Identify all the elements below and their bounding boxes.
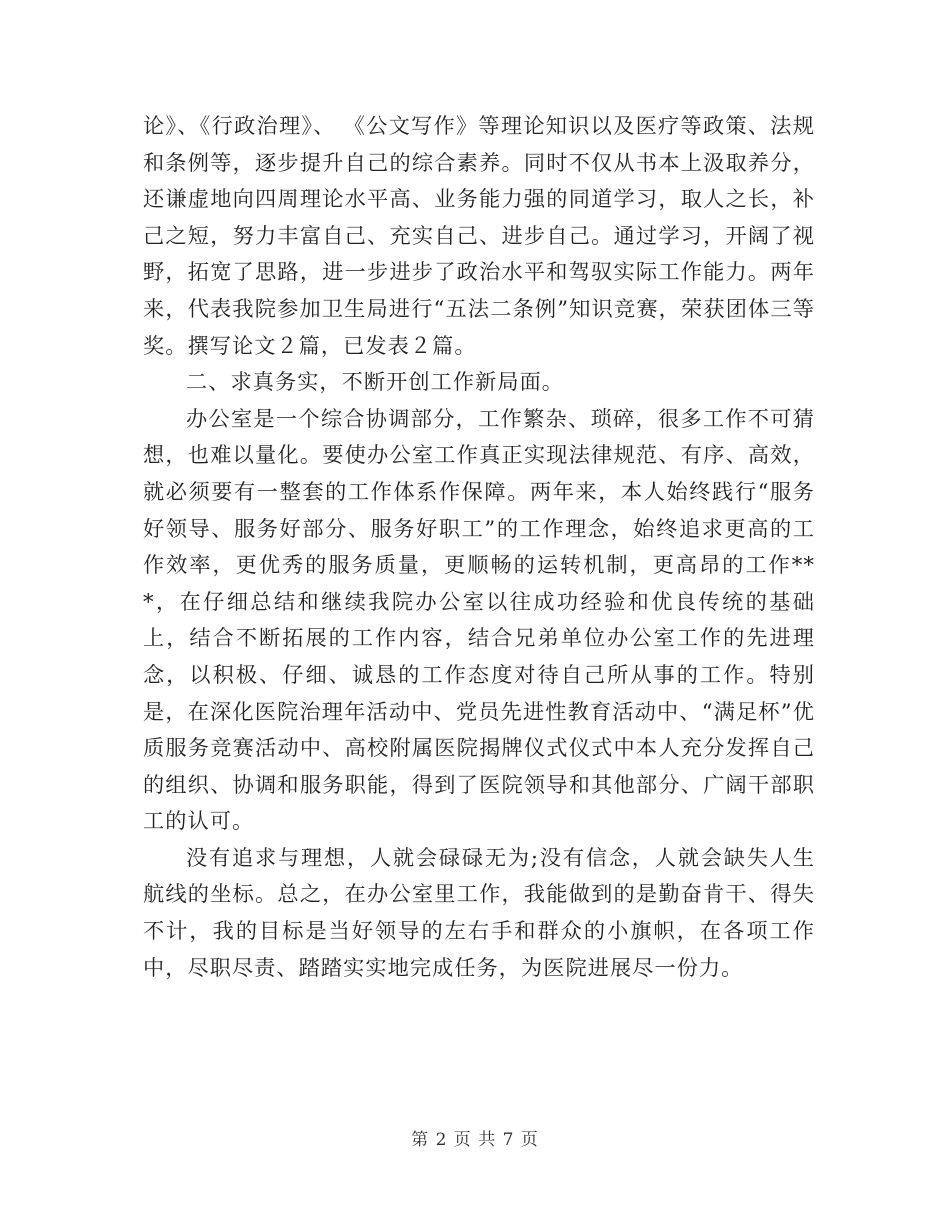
- paragraph-study: 论》、《行政治理》、 《公文写作》等理论知识以及医疗等政策、法规和条例等，逐步提升自己的综合素养。同时不仅从书本上汲取养分，还谦虚地向四周理论水平高、业务能力强的同道学习，取人之长，补己之短，努力丰富自己、充实自己、进步自己。通过学习，开阔了视野，拓宽了思路，进一步进步了政治水平和驾驭实际工作能力。两年来，代表我院参加卫生局进行“五法二条例”知识竞赛，荣获团体三等奖。撰写论文２篇，已发表２篇。: [143, 113, 815, 358]
- section-heading-2: 二、求真务实，不断开创工作新局面。: [186, 369, 565, 395]
- paragraph-conclusion: 没有追求与理想，人就会碌碌无为;没有信念，人就会缺失人生航线的坐标。总之，在办公室里工作，我能做到的是勤奋肯干、得失不计，我的目标是当好领导的左右手和群众的小旗帜，在各项工作中，尽职尽责、踏踏实实地完成任务，为医院进展尽一份力。: [143, 844, 815, 980]
- page-number-footer: 第 2 页 共 7 页: [411, 1130, 539, 1150]
- paragraph-office-work: 办公室是一个综合协调部分，工作繁杂、琐碎，很多工作不可猜想，也难以量化。要使办公室工作真正实现法律规范、有序、高效，就必须要有一整套的工作体系作保障。两年来，本人始终践行“服务好领导、服务好部分、服务好职工”的工作理念，始终追求更高的工作效率，更优秀的服务质量，更顺畅的运转机制，更高昂的工作***，在仔细总结和继续我院办公室以往成功经验和优良传统的基础上，结合不断拓展的工作内容，结合兄弟单位办公室工作的先进理念，以积极、仔细、诚恳的工作态度对待自己所从事的工作。特别是，在深化医院治理年活动中、党员先进性教育活动中、“满足杯”优质服务竞赛活动中、高校附属医院揭牌仪式仪式中本人充分发挥自己的组织、协调和服务职能，得到了医院领导和其他部分、广阔干部职工的认可。: [143, 405, 815, 834]
- document-body: [143, 108, 815, 986]
